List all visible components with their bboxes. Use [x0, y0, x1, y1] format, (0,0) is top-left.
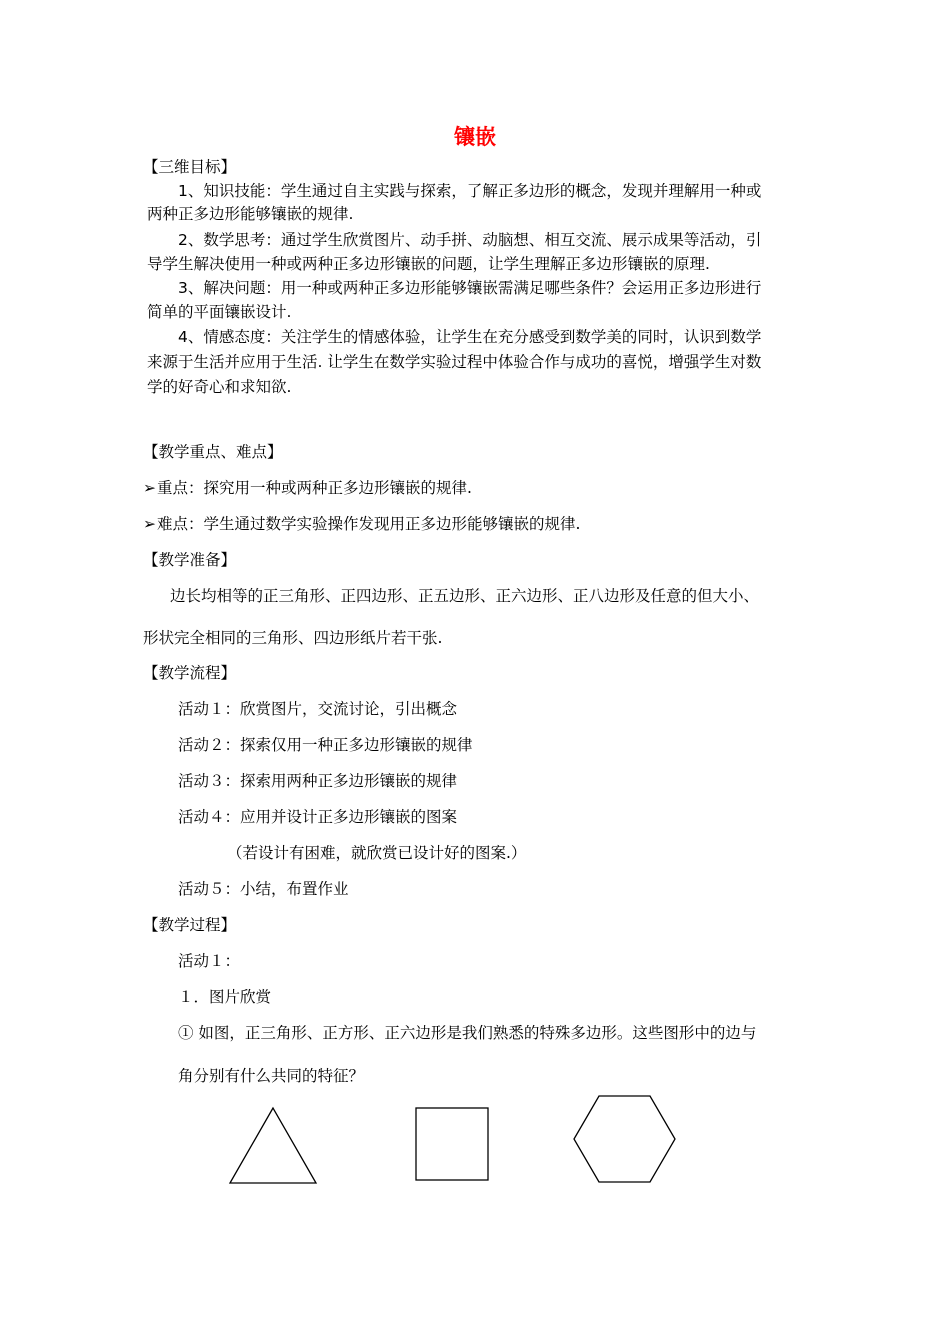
flow-activity-5: 活动５：小结，布置作业: [178, 880, 349, 898]
flow-note: （若设计有困难，就欣赏已设计好的图案.）: [227, 844, 527, 862]
objective-line-2: 两种正多边形能够镶嵌的规律.: [147, 205, 354, 223]
square-figure: [416, 1108, 488, 1180]
objective-line-3: 2、数学思考：通过学生欣赏图片、动手拼、动脑想、相互交流、展示成果等活动，引: [178, 231, 762, 249]
process-activity: 活动１：: [178, 952, 241, 970]
objective-line-9: 学的好奇心和求知欲.: [147, 378, 292, 396]
flow-activity-4: 活动４：应用并设计正多边形镶嵌的图案: [178, 808, 458, 826]
flow-activity-2: 活动２：探索仅用一种正多边形镶嵌的规律: [178, 736, 473, 754]
process-item: １．图片欣赏: [178, 988, 272, 1006]
process-question-line-2: 角分别有什么共同的特征？: [178, 1067, 365, 1085]
objective-line-5: 3、解决问题：用一种或两种正多边形能够镶嵌需满足哪些条件？会运用正多边形进行: [178, 279, 762, 297]
difficulty-text: 难点：学生通过数学实验操作发现用正多边形能够镶嵌的规律.: [157, 515, 581, 533]
objective-line-4: 导学生解决使用一种或两种正多边形镶嵌的问题，让学生理解正多边形镶嵌的原理.: [147, 255, 710, 273]
objective-line-7: 4、情感态度：关注学生的情感体验，让学生在充分感受到数学美的同时，认识到数学: [178, 328, 762, 346]
focus-text: 重点：探究用一种或两种正多边形镶嵌的规律.: [157, 479, 472, 497]
objective-line-8: 来源于生活并应用于生活. 让学生在数学实验过程中体验合作与成功的喜悦，增强学生对数: [147, 353, 762, 371]
difficulty-point: [143, 513, 580, 535]
focus-point: [143, 477, 472, 499]
process-heading: 【教学过程】: [143, 916, 237, 934]
flow-activity-1: 活动１：欣赏图片，交流讨论，引出概念: [178, 700, 458, 718]
page-title: 镶嵌: [454, 125, 496, 149]
equilateral-triangle-figure: [230, 1108, 316, 1183]
polygon-figures: [0, 1090, 950, 1190]
process-question-line-1: ① 如图，正三角形、正方形、正六边形是我们熟悉的特殊多边形。这些图形中的边与: [178, 1024, 757, 1042]
objectives-heading: 【三维目标】: [143, 158, 237, 176]
preparation-line-1: 边长均相等的正三角形、正四边形、正五边形、正六边形、正八边形及任意的但大小、: [170, 587, 760, 605]
bullet-arrow-icon: ➢: [143, 515, 156, 533]
objective-line-6: 简单的平面镶嵌设计.: [147, 303, 292, 321]
preparation-line-2: 形状完全相同的三角形、四边形纸片若干张.: [143, 629, 443, 647]
flow-heading: 【教学流程】: [143, 664, 237, 682]
key-points-heading: 【教学重点、难点】: [143, 443, 283, 461]
bullet-arrow-icon: ➢: [143, 479, 156, 497]
objective-line-1: 1、知识技能：学生通过自主实践与探索，了解正多边形的概念，发现并理解用一种或: [178, 182, 762, 200]
preparation-heading: 【教学准备】: [143, 551, 237, 569]
regular-hexagon-figure: [574, 1096, 675, 1182]
flow-activity-3: 活动３：探索用两种正多边形镶嵌的规律: [178, 772, 458, 790]
